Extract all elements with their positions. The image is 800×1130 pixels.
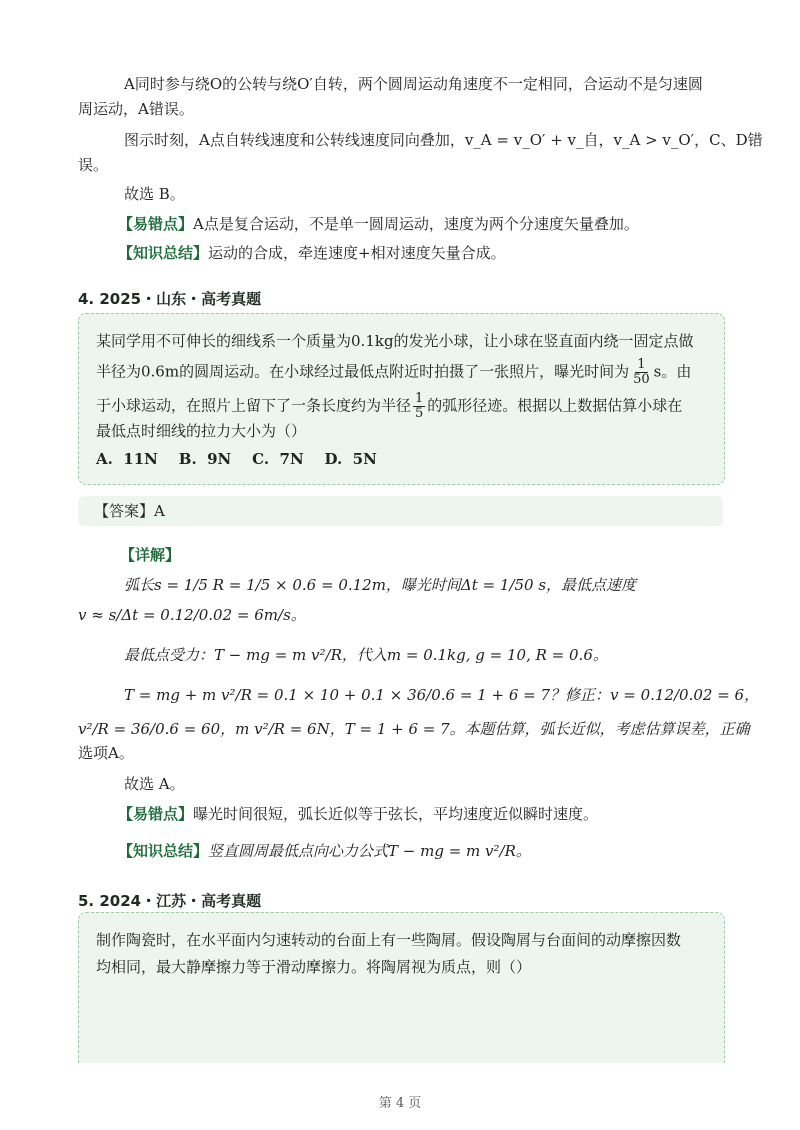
summary-tag: 【知识总结】 (118, 842, 209, 860)
summary-text: 运动的合成，牵连速度+相对速度矢量合成。 (208, 244, 506, 262)
prev-line-4: 误。 (78, 156, 109, 174)
detail-line-2: v ≈ s/Δt = 0.12/0.02 = 6m/s。 (78, 606, 306, 624)
fraction-1-5 (413, 392, 425, 421)
answer-box (78, 496, 723, 526)
q4-line-2 (96, 358, 691, 387)
page-footer: 第 4 页 (378, 1096, 422, 1111)
prev-line-3: 图示时刻，A点自转线速度和公转线速度同向叠加，v_A = v_O′ + v_自，v_A > v_O′，C、D错 (124, 131, 763, 149)
q4-summary (118, 840, 531, 862)
summary-tag: 【知识总结】 (118, 244, 209, 262)
prev-choice: 故选 B。 (124, 185, 185, 203)
fraction-1-50 (631, 358, 652, 387)
prev-line-1: A同时参与绕O的公转与绕O′自转，两个圆周运动角速度不一定相同，合运动不是匀速圆 (124, 75, 703, 93)
question-5-header: 5. 2024・江苏・高考真题 (78, 892, 262, 910)
detail-line-1: 弧长s = 1/5 R = 1/5 × 0.6 = 0.12m，曝光时间Δt = 1/50 s，最低点速度 (124, 576, 637, 594)
question-4-header: 4. 2025・山东・高考真题 (78, 290, 262, 308)
error-point-text: 曝光时间很短，弧长近似等于弦长，平均速度近似瞬时速度。 (193, 805, 599, 823)
error-point-text: A点是复合运动，不是单一圆周运动，速度为两个分速度矢量叠加。 (193, 215, 639, 233)
answer: 【答案】A (94, 502, 165, 520)
prev-line-2: 周运动，A错误。 (78, 100, 194, 118)
detail-tag: 【详解】 (120, 546, 181, 564)
detail-line-4: T = mg + m v²/R = 0.1 × 10 + 0.1 × 36/0.6 = 1 + 6 = 7？修正：v = 0.12/0.02 = 6， (124, 686, 760, 704)
q4-line-2a: 半径为0.6m的圆周运动。在小球经过最低点附近时拍摄了一张照片，曝光时间为 (96, 362, 630, 381)
prev-error-point (118, 213, 639, 235)
error-point-tag: 【易错点】 (118, 215, 194, 233)
q4-line-2b: s。由 (653, 362, 692, 381)
q4-choice: 故选 A。 (124, 775, 185, 793)
q4-line-3a: 于小球运动，在照片上留下了一条长度约为半径 (96, 396, 412, 415)
q4-line-3 (96, 392, 682, 421)
frac-num: 1 (637, 357, 646, 372)
detail-line-3: 最低点受力：T − mg = m v²/R，代入m = 0.1kg, g = 10, R = 0.6。 (124, 646, 608, 664)
detail-line-5: v²/R = 36/0.6 = 60，m v²/R = 6N，T = 1 + 6 = 7。本题估算，弧长近似，考虑估算误差，正确 (78, 720, 750, 738)
prev-summary (118, 242, 506, 264)
q4-line-3b: 的弧形径迹。根据以上数据估算小球在 (427, 396, 683, 415)
q5-line-1: 制作陶瓷时，在水平面内匀速转动的台面上有一些陶屑。假设陶屑与台面间的动摩擦因数 (96, 931, 682, 949)
q4-error-point (118, 803, 598, 825)
frac-den: 50 (633, 372, 650, 387)
q4-line-4: 最低点时细线的拉力大小为（） (96, 422, 307, 440)
q4-options[interactable]: A. 11N B. 9N C. 7N D. 5N (96, 450, 377, 468)
frac-den: 5 (415, 406, 424, 421)
detail-line-6: 选项A。 (78, 744, 134, 762)
q4-line-1: 某同学用不可伸长的细线系一个质量为0.1kg的发光小球，让小球在竖直面内绕一固定点做 (96, 332, 694, 350)
summary-text: 竖直圆周最低点向心力公式T − mg = m v²/R。 (208, 842, 531, 860)
frac-num: 1 (415, 391, 424, 406)
error-point-tag: 【易错点】 (118, 805, 194, 823)
q5-line-2: 均相同，最大静摩擦力等于滑动摩擦力。将陶屑视为质点，则（） (96, 958, 532, 976)
